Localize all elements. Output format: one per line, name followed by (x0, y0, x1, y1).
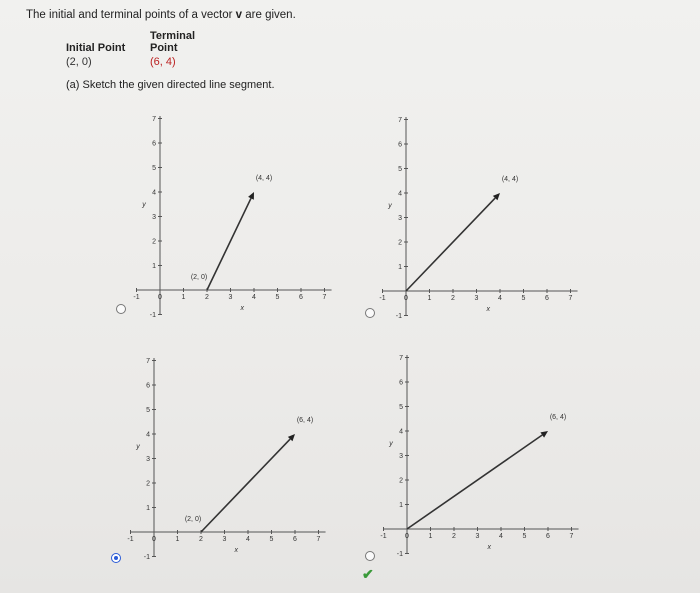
end-point-label: (6, 4) (296, 417, 314, 424)
question-suffix: are given. (242, 9, 296, 21)
x-tick-label: 1 (181, 294, 186, 301)
x-tick-label: -1 (127, 536, 134, 543)
x-tick-label: 6 (545, 295, 549, 302)
y-axis-label: y (142, 201, 146, 209)
x-tick-label: 3 (222, 536, 227, 543)
x-tick-label: 0 (404, 295, 408, 302)
x-tick-label: 1 (427, 295, 432, 302)
x-tick-label: 2 (205, 294, 209, 301)
question-prefix: The initial and terminal points of a vector (26, 9, 236, 21)
y-tick-label: 7 (146, 358, 150, 365)
y-axis-label: y (389, 440, 393, 448)
x-tick-label: -1 (379, 295, 386, 302)
terminal-header-line1: Terminal (150, 30, 196, 42)
x-axis-label: x (240, 305, 244, 312)
terminal-header-line2: Point (150, 42, 178, 54)
terminal-point-value: (6, 4) (150, 56, 176, 68)
x-axis-label: x (486, 306, 490, 313)
x-tick-label: 2 (199, 536, 203, 543)
vector-segment (201, 439, 290, 532)
graph-c-svg (127, 358, 337, 561)
x-tick-label: 6 (299, 294, 303, 301)
y-tick-label: 3 (152, 214, 156, 221)
x-tick-label: 5 (275, 294, 280, 301)
x-tick-label: 7 (316, 536, 321, 543)
y-tick-label: 5 (146, 407, 150, 414)
y-tick-label: 1 (399, 502, 403, 509)
part-a-instruction: (a) Sketch the given directed line segment. (66, 79, 275, 91)
start-point-label: (2, 0) (190, 274, 208, 281)
x-tick-label: 4 (498, 295, 502, 302)
x-tick-label: 4 (246, 536, 250, 543)
y-tick-label: 4 (146, 431, 150, 439)
end-point-label: (4, 4) (501, 176, 519, 183)
vector-segment (407, 435, 542, 529)
graph-option-b (379, 116, 592, 320)
x-tick-label: -1 (380, 533, 387, 540)
x-tick-label: 3 (228, 294, 233, 301)
start-point-label: (2, 0) (184, 516, 202, 523)
y-tick-label: -1 (149, 312, 156, 319)
x-tick-label: 4 (499, 533, 503, 540)
y-tick-label: 5 (398, 166, 402, 173)
y-tick-label: 7 (152, 116, 156, 123)
option-b-radio[interactable] (365, 308, 375, 318)
initial-point-header: Initial Point (66, 42, 126, 54)
end-point-label: (6, 4) (549, 414, 567, 421)
option-c-radio[interactable] (111, 553, 121, 563)
x-tick-label: 7 (569, 533, 574, 540)
x-tick-label: 5 (521, 295, 526, 302)
x-tick-label: 7 (322, 294, 327, 301)
y-axis-label: y (136, 443, 140, 451)
vector-segment (406, 198, 495, 291)
y-tick-label: 4 (399, 428, 403, 436)
y-tick-label: 6 (399, 379, 403, 387)
y-tick-label: 6 (146, 382, 150, 390)
x-tick-label: 1 (428, 533, 433, 540)
y-tick-label: 4 (152, 189, 156, 197)
y-tick-label: 7 (399, 355, 403, 362)
question-text (26, 9, 296, 21)
y-tick-label: 4 (398, 190, 402, 198)
x-tick-label: 7 (568, 295, 573, 302)
x-tick-label: 3 (475, 533, 480, 540)
y-tick-label: 7 (398, 117, 402, 124)
x-axis-label: x (234, 547, 238, 554)
graph-option-c (127, 358, 337, 561)
correct-check-icon: ✔ (362, 566, 374, 582)
x-tick-label: 0 (405, 533, 409, 540)
y-tick-label: 5 (152, 165, 156, 172)
x-tick-label: 1 (175, 536, 180, 543)
option-d-radio[interactable] (365, 551, 375, 561)
y-tick-label: 1 (398, 264, 402, 271)
x-tick-label: 2 (452, 533, 456, 540)
x-tick-label: 6 (546, 533, 550, 540)
x-axis-label: x (487, 544, 491, 551)
x-tick-label: 0 (152, 536, 156, 543)
y-tick-label: 2 (152, 238, 156, 246)
x-tick-label: 5 (522, 533, 527, 540)
y-tick-label: 2 (146, 480, 150, 488)
x-tick-label: 2 (451, 295, 455, 302)
y-tick-label: 2 (399, 477, 403, 485)
vector-segment (207, 198, 251, 290)
x-tick-label: 3 (474, 295, 479, 302)
option-a-radio[interactable] (116, 304, 126, 314)
y-tick-label: 3 (398, 215, 402, 222)
y-axis-label: y (388, 202, 392, 210)
y-tick-label: -1 (396, 551, 403, 558)
x-tick-label: -1 (133, 294, 140, 301)
graph-option-d (380, 354, 593, 558)
y-tick-label: 6 (398, 141, 402, 149)
y-tick-label: -1 (395, 313, 402, 320)
y-tick-label: 1 (152, 263, 156, 270)
initial-point-value: (2, 0) (66, 56, 92, 68)
x-tick-label: 0 (158, 294, 162, 301)
y-tick-label: 5 (399, 404, 403, 411)
graph-option-a (133, 116, 337, 319)
end-point-label: (4, 4) (255, 175, 273, 182)
y-tick-label: 3 (399, 453, 403, 460)
vector-symbol: v (235, 9, 243, 21)
graph-a-svg (133, 116, 337, 319)
y-tick-label: 6 (152, 140, 156, 148)
y-tick-label: 1 (146, 505, 150, 512)
vector-arrowhead (540, 431, 548, 438)
y-tick-label: 2 (398, 239, 402, 247)
y-tick-label: 3 (146, 456, 150, 463)
graph-d-svg (380, 354, 593, 558)
y-tick-label: -1 (143, 554, 150, 561)
x-tick-label: 4 (252, 294, 256, 301)
graph-b-svg (379, 116, 592, 320)
x-tick-label: 6 (293, 536, 297, 543)
x-tick-label: 5 (269, 536, 274, 543)
